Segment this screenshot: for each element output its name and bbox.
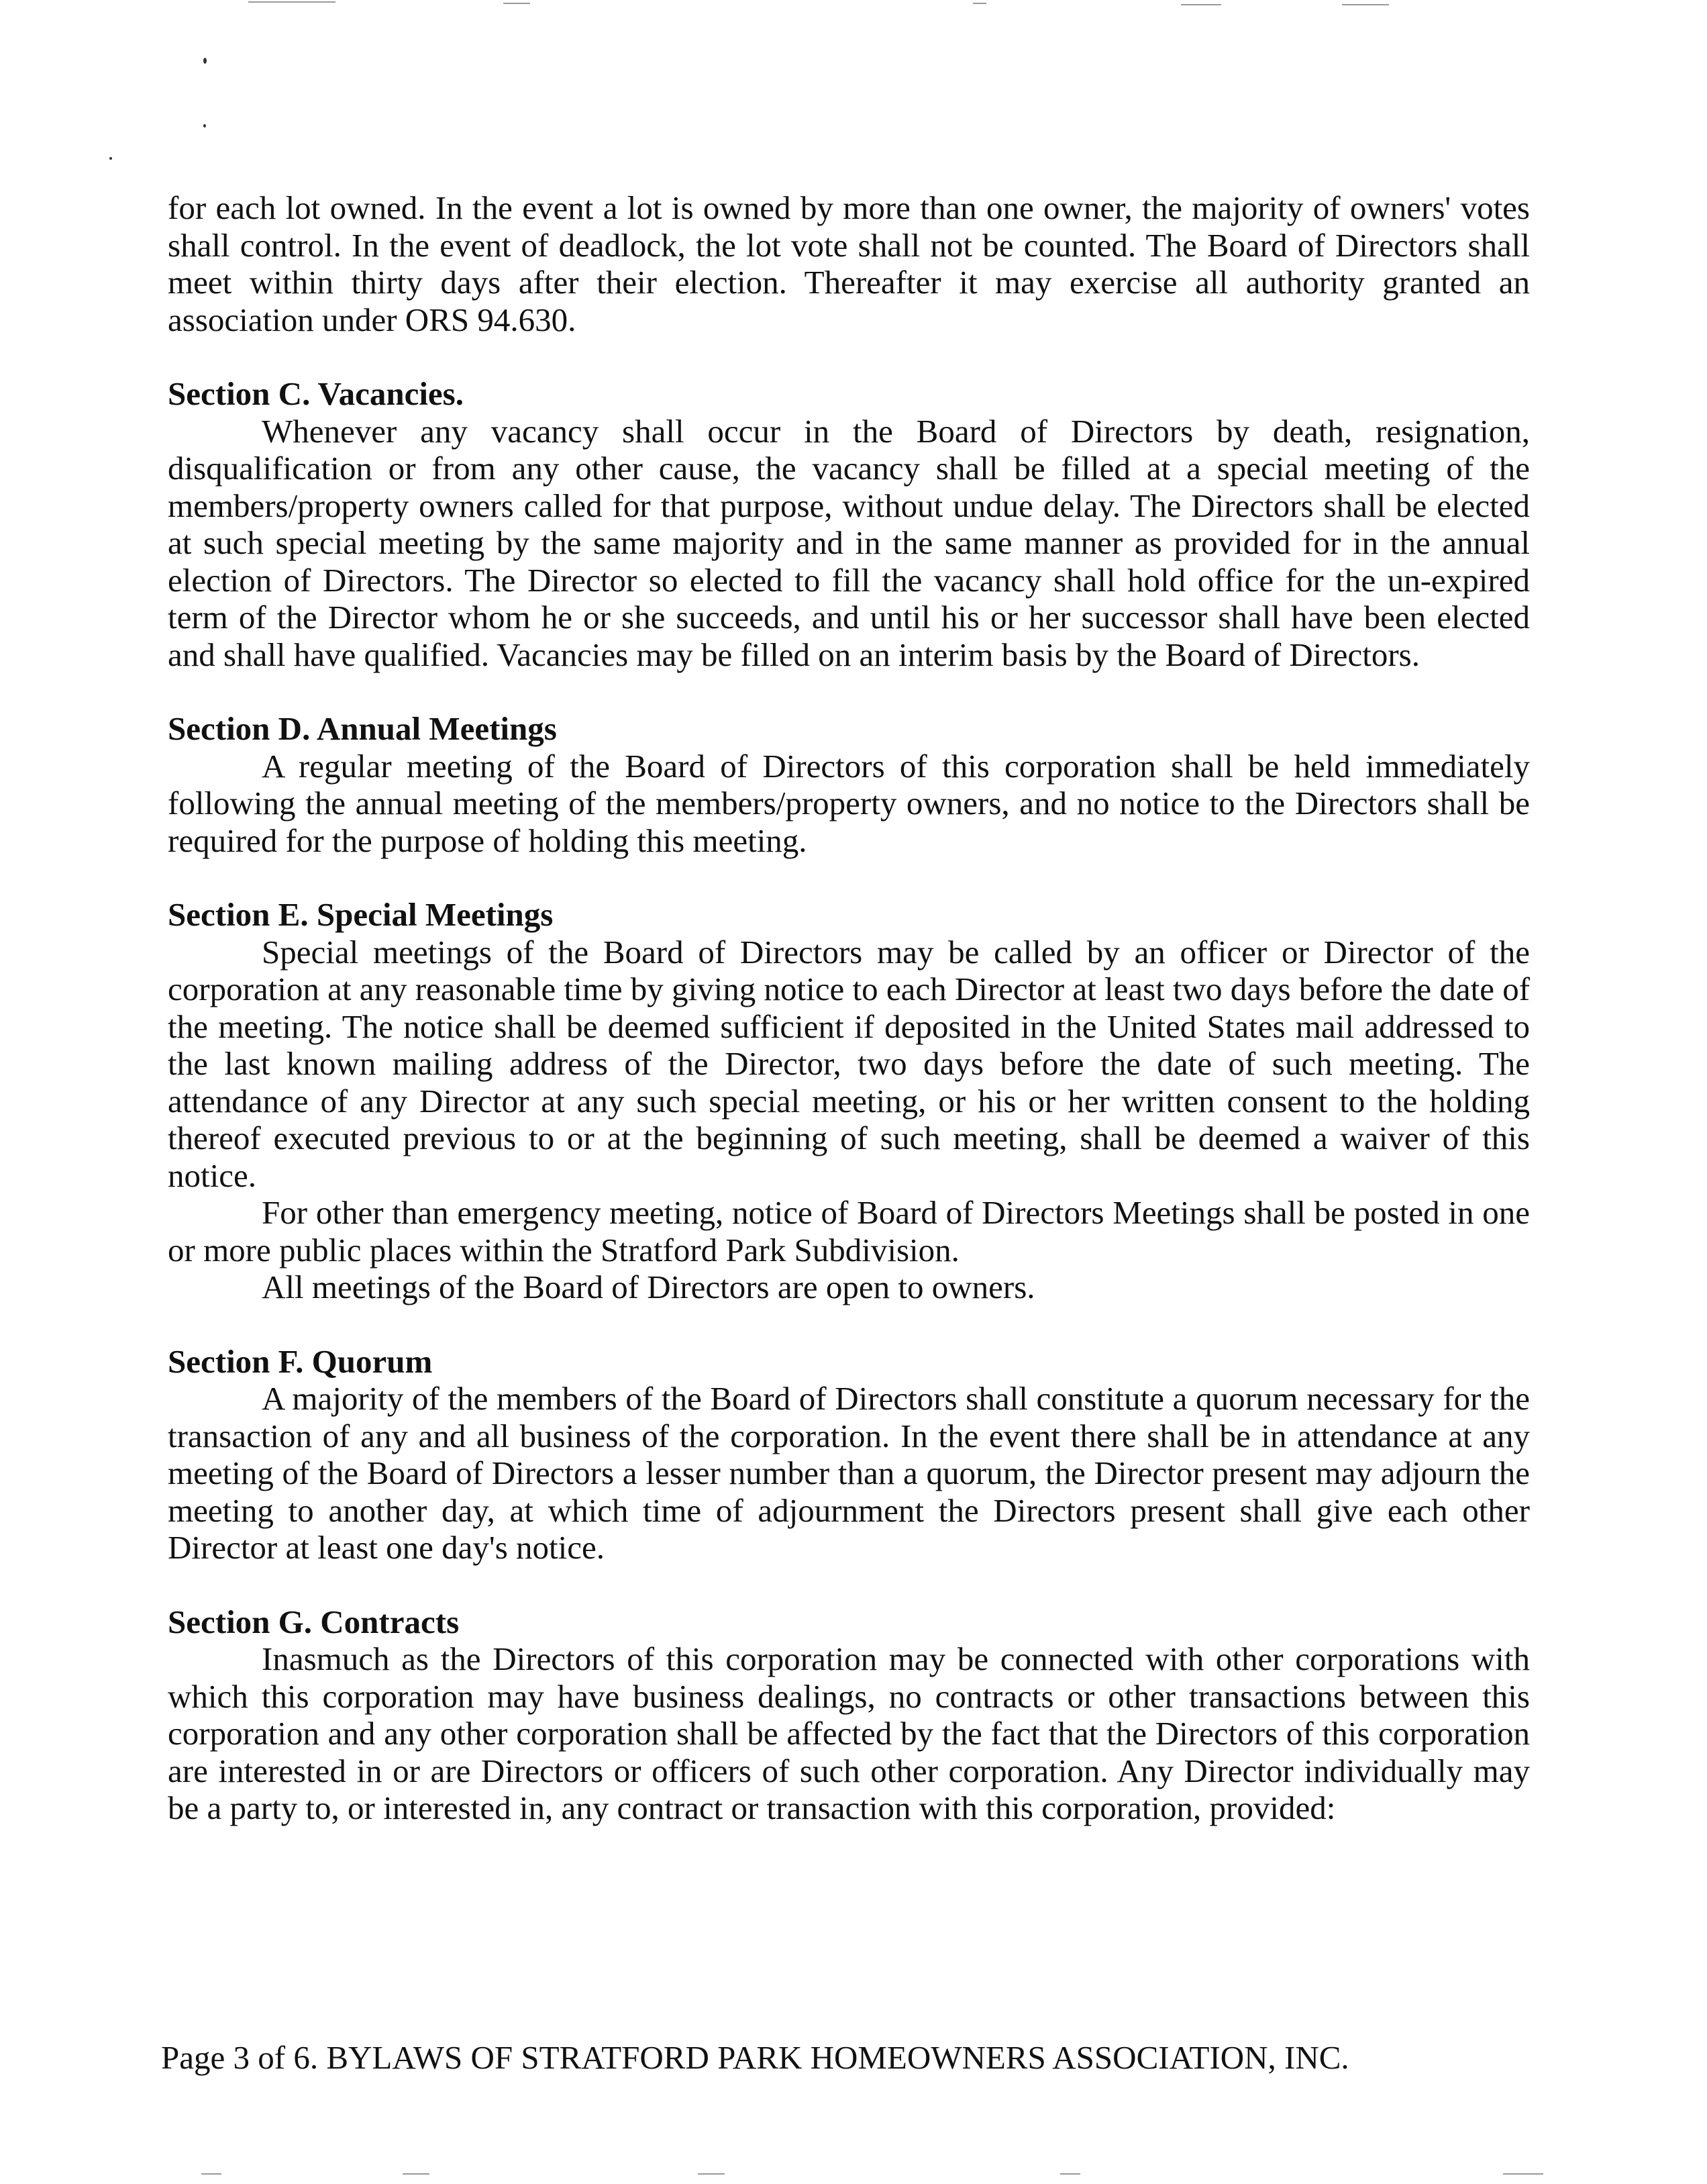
- opening-paragraph: for each lot owned. In the event a lot is owned by more than one owner, the majority of owners' votes shall control. In the event of deadlock, the lot vote shall not be counted. The Board of Directors shall meet within thirty days after their election. Thereafter it may exercise all authority granted an association under ORS 94.630.: [168, 189, 1530, 338]
- section-paragraph: All meetings of the Board of Directors are open to owners.: [262, 1269, 1035, 1305]
- section-c-vacancies: [168, 375, 1530, 673]
- section-paragraph: For other than emergency meeting, notice of Board of Directors Meetings shall be posted in one or more public places within the Stratford Park Subdivision.: [168, 1194, 1530, 1269]
- page-footer: Page 3 of 6. BYLAWS OF STRATFORD PARK HOMEOWNERS ASSOCIATION, INC.: [161, 2039, 1349, 2076]
- section-e-special-meetings: [168, 896, 1530, 1306]
- document-body: [168, 189, 1530, 1827]
- section-paragraph: Inasmuch as the Directors of this corporation may be connected with other corporations with which this corporation may have business dealings, no contracts or other transactions between this corporation and any other corporation shall be affected by the fact that the Directors of this corporation are interested in or are Directors or officers of such other corporation. Any Director individually may be a party to, or interested in, any contract or transaction with this corporation, provided:: [168, 1640, 1530, 1826]
- section-f-quorum: [168, 1343, 1530, 1567]
- section-heading: Section E. Special Meetings: [168, 896, 554, 933]
- scan-speck: [203, 58, 207, 64]
- scan-speck: [109, 157, 112, 160]
- section-paragraph: Whenever any vacancy shall occur in the Board of Directors by death, resignation, disqualification or from any other cause, the vacancy shall be filled at a special meeting of the members/property owners called for that purpose, without undue delay. The Directors shall be elected at such special meeting by the same majority and in the same manner as provided for in the annual election of Directors. The Director so elected to fill the vacancy shall hold office for the un-expired term of the Director whom he or she succeeds, and until his or her successor shall have been elected and shall have qualified. Vacancies may be filled on an interim basis by the Board of Directors.: [168, 412, 1530, 673]
- section-heading: Section F. Quorum: [168, 1342, 433, 1380]
- scan-edge-top: [0, 0, 1707, 9]
- section-heading: Section D. Annual Meetings: [168, 710, 557, 747]
- section-paragraph: A regular meeting of the Board of Directors of this corporation shall be held immediately following the annual meeting of the members/property owners, and no notice to the Directors shall be required for the purpose of holding this meeting.: [168, 747, 1530, 859]
- section-d-annual-meetings: [168, 710, 1530, 859]
- section-heading: Section G. Contracts: [168, 1603, 460, 1640]
- section-g-contracts: [168, 1603, 1530, 1827]
- section-paragraph: Special meetings of the Board of Directors may be called by an officer or Director of the corporation at any reasonable time by giving notice to each Director at least two days before the date of the meeting. The notice shall be deemed sufficient if deposited in the United States mail addressed to the last known mailing address of the Director, two days before the date of such meeting. The attendance of any Director at any such special meeting, or his or her written consent to the holding thereof executed previous to or at the beginning of such meeting, shall be deemed a waiver of this notice.: [168, 933, 1531, 1194]
- scan-edge-bottom: [0, 2171, 1707, 2180]
- section-paragraph: A majority of the members of the Board of Directors shall constitute a quorum necessary for the transaction of any and all business of the corporation. In the event there shall be in attendance at any meeting of the Board of Directors a lesser number than a quorum, the Director present may adjourn the meeting to another day, at which time of adjournment the Directors present shall give each other Director at least one day's notice.: [168, 1380, 1530, 1566]
- section-heading: Section C. Vacancies.: [168, 375, 464, 412]
- scan-speck: [203, 124, 206, 128]
